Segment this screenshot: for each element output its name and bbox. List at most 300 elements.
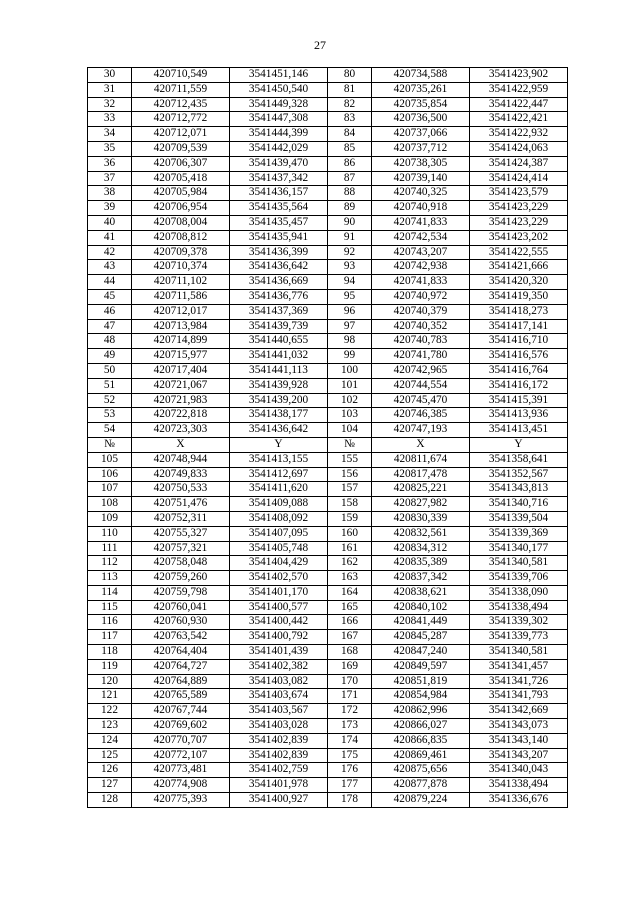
point-number-cell: 82 [328, 97, 372, 112]
x-coordinate-cell: 420740,972 [372, 289, 470, 304]
x-coordinate-cell: 420862,996 [372, 704, 470, 719]
y-coordinate-cell: 3541340,177 [470, 541, 568, 556]
y-coordinate-cell: 3541439,739 [230, 319, 328, 334]
x-coordinate-cell: 420866,027 [372, 719, 470, 734]
x-coordinate-cell: 420738,305 [372, 156, 470, 171]
table-row [88, 156, 568, 171]
y-coordinate-cell: 3541416,172 [470, 378, 568, 393]
y-coordinate-cell: 3541403,567 [230, 704, 328, 719]
x-coordinate-cell: 420711,102 [132, 275, 230, 290]
x-coordinate-cell: 420759,798 [132, 585, 230, 600]
x-coordinate-cell: 420811,674 [372, 452, 470, 467]
table-row [88, 423, 568, 438]
point-number-cell: 109 [88, 511, 132, 526]
y-coordinate-cell: 3541441,113 [230, 363, 328, 378]
y-coordinate-cell: 3541413,936 [470, 408, 568, 423]
y-coordinate-cell: 3541444,399 [230, 127, 328, 142]
x-coordinate-cell: 420712,435 [132, 97, 230, 112]
x-coordinate-cell: 420765,589 [132, 689, 230, 704]
table-row [88, 689, 568, 704]
x-coordinate-cell: 420759,260 [132, 571, 230, 586]
header-row [88, 437, 568, 452]
x-coordinate-cell: 420845,287 [372, 630, 470, 645]
y-coordinate-cell: 3541422,555 [470, 245, 568, 260]
x-coordinate-cell: 420838,621 [372, 585, 470, 600]
point-number-cell: 53 [88, 408, 132, 423]
x-coordinate-cell: 420741,780 [372, 349, 470, 364]
x-coordinate-cell: 420742,965 [372, 363, 470, 378]
y-coordinate-cell: 3541418,273 [470, 304, 568, 319]
y-coordinate-cell: 3541400,577 [230, 600, 328, 615]
y-coordinate-cell: 3541423,579 [470, 186, 568, 201]
point-number-cell: 94 [328, 275, 372, 290]
y-coordinate-cell: 3541413,155 [230, 452, 328, 467]
point-number-cell: 172 [328, 704, 372, 719]
point-number-cell: 34 [88, 127, 132, 142]
point-number-cell: 54 [88, 423, 132, 438]
y-coordinate-cell: 3541420,320 [470, 275, 568, 290]
x-coordinate-cell: 420710,374 [132, 260, 230, 275]
x-coordinate-cell: 420741,833 [372, 215, 470, 230]
table-row [88, 171, 568, 186]
table-row [88, 304, 568, 319]
x-coordinate-cell: 420711,559 [132, 82, 230, 97]
table-row [88, 615, 568, 630]
x-coordinate-cell: 420764,404 [132, 645, 230, 660]
point-number-cell: 121 [88, 689, 132, 704]
table-row [88, 408, 568, 423]
x-coordinate-cell: 420866,835 [372, 733, 470, 748]
x-coordinate-cell: 420708,812 [132, 230, 230, 245]
x-coordinate-cell: 420734,588 [372, 68, 470, 83]
x-coordinate-cell: 420711,586 [132, 289, 230, 304]
table-row [88, 645, 568, 660]
y-coordinate-cell: 3541339,773 [470, 630, 568, 645]
y-coordinate-cell: 3541436,669 [230, 275, 328, 290]
x-coordinate-cell: 420772,107 [132, 748, 230, 763]
x-coordinate-cell: 420748,944 [132, 452, 230, 467]
y-coordinate-cell: 3541423,229 [470, 201, 568, 216]
y-coordinate-cell: 3541438,177 [230, 408, 328, 423]
header-y-coordinate-cell: Y [230, 437, 328, 452]
x-coordinate-cell: 420749,833 [132, 467, 230, 482]
y-coordinate-cell: 3541402,839 [230, 748, 328, 763]
y-coordinate-cell: 3541340,043 [470, 763, 568, 778]
y-coordinate-cell: 3541436,776 [230, 289, 328, 304]
point-number-cell: 162 [328, 556, 372, 571]
x-coordinate-cell: 420737,712 [372, 141, 470, 156]
x-coordinate-cell: 420721,067 [132, 378, 230, 393]
y-coordinate-cell: 3541342,669 [470, 704, 568, 719]
y-coordinate-cell: 3541343,813 [470, 482, 568, 497]
y-coordinate-cell: 3541435,941 [230, 230, 328, 245]
point-number-cell: 40 [88, 215, 132, 230]
table-row [88, 511, 568, 526]
x-coordinate-cell: 420755,327 [132, 526, 230, 541]
table-row [88, 275, 568, 290]
y-coordinate-cell: 3541447,308 [230, 112, 328, 127]
x-coordinate-cell: 420744,554 [372, 378, 470, 393]
x-coordinate-cell: 420837,342 [372, 571, 470, 586]
table-row [88, 763, 568, 778]
point-number-cell: 48 [88, 334, 132, 349]
table-row [88, 245, 568, 260]
x-coordinate-cell: 420869,461 [372, 748, 470, 763]
y-coordinate-cell: 3541442,029 [230, 141, 328, 156]
y-coordinate-cell: 3541417,141 [470, 319, 568, 334]
point-number-cell: 50 [88, 363, 132, 378]
x-coordinate-cell: 420747,193 [372, 423, 470, 438]
x-coordinate-cell: 420712,017 [132, 304, 230, 319]
point-number-cell: 88 [328, 186, 372, 201]
x-coordinate-cell: 420743,207 [372, 245, 470, 260]
table-row [88, 704, 568, 719]
point-number-cell: 108 [88, 497, 132, 512]
x-coordinate-cell: 420736,500 [372, 112, 470, 127]
x-coordinate-cell: 420775,393 [132, 793, 230, 808]
x-coordinate-cell: 420773,481 [132, 763, 230, 778]
y-coordinate-cell: 3541439,928 [230, 378, 328, 393]
x-coordinate-cell: 420741,833 [372, 275, 470, 290]
point-number-cell: 171 [328, 689, 372, 704]
x-coordinate-cell: 420758,048 [132, 556, 230, 571]
x-coordinate-cell: 420770,707 [132, 733, 230, 748]
y-coordinate-cell: 3541403,082 [230, 674, 328, 689]
y-coordinate-cell: 3541416,764 [470, 363, 568, 378]
y-coordinate-cell: 3541424,414 [470, 171, 568, 186]
point-number-cell: 41 [88, 230, 132, 245]
point-number-cell: 89 [328, 201, 372, 216]
point-number-cell: 111 [88, 541, 132, 556]
y-coordinate-cell: 3541435,457 [230, 215, 328, 230]
y-coordinate-cell: 3541404,429 [230, 556, 328, 571]
x-coordinate-cell: 420717,404 [132, 363, 230, 378]
x-coordinate-cell: 420760,930 [132, 615, 230, 630]
point-number-cell: 119 [88, 659, 132, 674]
point-number-cell: 113 [88, 571, 132, 586]
point-number-cell: 100 [328, 363, 372, 378]
y-coordinate-cell: 3541436,642 [230, 423, 328, 438]
table-row [88, 112, 568, 127]
point-number-cell: 110 [88, 526, 132, 541]
point-number-cell: 44 [88, 275, 132, 290]
y-coordinate-cell: 3541340,581 [470, 645, 568, 660]
x-coordinate-cell: 420827,982 [372, 497, 470, 512]
point-number-cell: 33 [88, 112, 132, 127]
table-row [88, 571, 568, 586]
point-number-cell: 177 [328, 778, 372, 793]
point-number-cell: 93 [328, 260, 372, 275]
table-row [88, 600, 568, 615]
x-coordinate-cell: 420750,533 [132, 482, 230, 497]
y-coordinate-cell: 3541415,391 [470, 393, 568, 408]
y-coordinate-cell: 3541405,748 [230, 541, 328, 556]
x-coordinate-cell: 420739,140 [372, 171, 470, 186]
table-row [88, 674, 568, 689]
y-coordinate-cell: 3541338,090 [470, 585, 568, 600]
point-number-cell: 43 [88, 260, 132, 275]
table-row [88, 260, 568, 275]
x-coordinate-cell: 420722,818 [132, 408, 230, 423]
table-row [88, 793, 568, 808]
table-row [88, 127, 568, 142]
point-number-cell: 155 [328, 452, 372, 467]
x-coordinate-cell: 420757,321 [132, 541, 230, 556]
point-number-cell: 164 [328, 585, 372, 600]
y-coordinate-cell: 3541409,088 [230, 497, 328, 512]
y-coordinate-cell: 3541341,726 [470, 674, 568, 689]
y-coordinate-cell: 3541343,140 [470, 733, 568, 748]
y-coordinate-cell: 3541407,095 [230, 526, 328, 541]
x-coordinate-cell: 420706,954 [132, 201, 230, 216]
x-coordinate-cell: 420763,542 [132, 630, 230, 645]
y-coordinate-cell: 3541450,540 [230, 82, 328, 97]
table-row [88, 659, 568, 674]
x-coordinate-cell: 420709,378 [132, 245, 230, 260]
x-coordinate-cell: 420721,983 [132, 393, 230, 408]
table-row [88, 68, 568, 83]
y-coordinate-cell: 3541402,759 [230, 763, 328, 778]
point-number-cell: 81 [328, 82, 372, 97]
x-coordinate-cell: 420740,918 [372, 201, 470, 216]
point-number-cell: 98 [328, 334, 372, 349]
point-number-cell: 87 [328, 171, 372, 186]
header-point-number-cell: № [328, 437, 372, 452]
point-number-cell: 125 [88, 748, 132, 763]
x-coordinate-cell: 420832,561 [372, 526, 470, 541]
x-coordinate-cell: 420849,597 [372, 659, 470, 674]
y-coordinate-cell: 3541343,207 [470, 748, 568, 763]
point-number-cell: 102 [328, 393, 372, 408]
point-number-cell: 30 [88, 68, 132, 83]
point-number-cell: 122 [88, 704, 132, 719]
table-row [88, 230, 568, 245]
y-coordinate-cell: 3541343,073 [470, 719, 568, 734]
x-coordinate-cell: 420737,066 [372, 127, 470, 142]
x-coordinate-cell: 420723,303 [132, 423, 230, 438]
point-number-cell: 107 [88, 482, 132, 497]
point-number-cell: 114 [88, 585, 132, 600]
x-coordinate-cell: 420851,819 [372, 674, 470, 689]
point-number-cell: 156 [328, 467, 372, 482]
y-coordinate-cell: 3541436,642 [230, 260, 328, 275]
y-coordinate-cell: 3541413,451 [470, 423, 568, 438]
point-number-cell: 124 [88, 733, 132, 748]
x-coordinate-cell: 420705,984 [132, 186, 230, 201]
y-coordinate-cell: 3541424,063 [470, 141, 568, 156]
x-coordinate-cell: 420764,727 [132, 659, 230, 674]
point-number-cell: 92 [328, 245, 372, 260]
table-row [88, 349, 568, 364]
header-y-coordinate-cell: Y [470, 437, 568, 452]
y-coordinate-cell: 3541402,839 [230, 733, 328, 748]
table-row [88, 97, 568, 112]
table-row [88, 467, 568, 482]
point-number-cell: 39 [88, 201, 132, 216]
point-number-cell: 127 [88, 778, 132, 793]
y-coordinate-cell: 3541400,442 [230, 615, 328, 630]
y-coordinate-cell: 3541423,902 [470, 68, 568, 83]
point-number-cell: 103 [328, 408, 372, 423]
x-coordinate-cell: 420830,339 [372, 511, 470, 526]
point-number-cell: 80 [328, 68, 372, 83]
y-coordinate-cell: 3541416,710 [470, 334, 568, 349]
y-coordinate-cell: 3541436,399 [230, 245, 328, 260]
point-number-cell: 99 [328, 349, 372, 364]
point-number-cell: 120 [88, 674, 132, 689]
y-coordinate-cell: 3541336,676 [470, 793, 568, 808]
point-number-cell: 49 [88, 349, 132, 364]
point-number-cell: 115 [88, 600, 132, 615]
x-coordinate-cell: 420740,783 [372, 334, 470, 349]
point-number-cell: 101 [328, 378, 372, 393]
y-coordinate-cell: 3541437,369 [230, 304, 328, 319]
x-coordinate-cell: 420745,470 [372, 393, 470, 408]
table-row [88, 452, 568, 467]
table-row [88, 526, 568, 541]
point-number-cell: 160 [328, 526, 372, 541]
y-coordinate-cell: 3541358,641 [470, 452, 568, 467]
point-number-cell: 52 [88, 393, 132, 408]
point-number-cell: 117 [88, 630, 132, 645]
y-coordinate-cell: 3541422,421 [470, 112, 568, 127]
point-number-cell: 173 [328, 719, 372, 734]
y-coordinate-cell: 3541403,028 [230, 719, 328, 734]
point-number-cell: 165 [328, 600, 372, 615]
y-coordinate-cell: 3541451,146 [230, 68, 328, 83]
y-coordinate-cell: 3541439,200 [230, 393, 328, 408]
y-coordinate-cell: 3541437,342 [230, 171, 328, 186]
point-number-cell: 118 [88, 645, 132, 660]
x-coordinate-cell: 420735,854 [372, 97, 470, 112]
y-coordinate-cell: 3541421,666 [470, 260, 568, 275]
point-number-cell: 158 [328, 497, 372, 512]
y-coordinate-cell: 3541341,457 [470, 659, 568, 674]
x-coordinate-cell: 420760,041 [132, 600, 230, 615]
table-row [88, 733, 568, 748]
header-point-number-cell: № [88, 437, 132, 452]
point-number-cell: 31 [88, 82, 132, 97]
point-number-cell: 174 [328, 733, 372, 748]
x-coordinate-cell: 420841,449 [372, 615, 470, 630]
point-number-cell: 35 [88, 141, 132, 156]
y-coordinate-cell: 3541423,229 [470, 215, 568, 230]
x-coordinate-cell: 420742,534 [372, 230, 470, 245]
y-coordinate-cell: 3541422,447 [470, 97, 568, 112]
table-row [88, 289, 568, 304]
x-coordinate-cell: 420706,307 [132, 156, 230, 171]
y-coordinate-cell: 3541400,927 [230, 793, 328, 808]
y-coordinate-cell: 3541401,439 [230, 645, 328, 660]
x-coordinate-cell: 420713,984 [132, 319, 230, 334]
point-number-cell: 96 [328, 304, 372, 319]
y-coordinate-cell: 3541411,620 [230, 482, 328, 497]
y-coordinate-cell: 3541339,706 [470, 571, 568, 586]
table-row [88, 541, 568, 556]
y-coordinate-cell: 3541340,716 [470, 497, 568, 512]
x-coordinate-cell: 420705,418 [132, 171, 230, 186]
table-row [88, 319, 568, 334]
point-number-cell: 46 [88, 304, 132, 319]
x-coordinate-cell: 420752,311 [132, 511, 230, 526]
point-number-cell: 159 [328, 511, 372, 526]
point-number-cell: 84 [328, 127, 372, 142]
y-coordinate-cell: 3541422,932 [470, 127, 568, 142]
x-coordinate-cell: 420774,908 [132, 778, 230, 793]
x-coordinate-cell: 420746,385 [372, 408, 470, 423]
y-coordinate-cell: 3541416,576 [470, 349, 568, 364]
x-coordinate-cell: 420834,312 [372, 541, 470, 556]
table-row [88, 482, 568, 497]
y-coordinate-cell: 3541440,655 [230, 334, 328, 349]
point-number-cell: 128 [88, 793, 132, 808]
point-number-cell: 45 [88, 289, 132, 304]
x-coordinate-cell: 420740,352 [372, 319, 470, 334]
point-number-cell: 38 [88, 186, 132, 201]
y-coordinate-cell: 3541402,570 [230, 571, 328, 586]
x-coordinate-cell: 420854,984 [372, 689, 470, 704]
table-row [88, 497, 568, 512]
x-coordinate-cell: 420714,899 [132, 334, 230, 349]
x-coordinate-cell: 420764,889 [132, 674, 230, 689]
x-coordinate-cell: 420751,476 [132, 497, 230, 512]
point-number-cell: 170 [328, 674, 372, 689]
y-coordinate-cell: 3541441,032 [230, 349, 328, 364]
x-coordinate-cell: 420740,325 [372, 186, 470, 201]
x-coordinate-cell: 420735,261 [372, 82, 470, 97]
point-number-cell: 175 [328, 748, 372, 763]
point-number-cell: 32 [88, 97, 132, 112]
point-number-cell: 126 [88, 763, 132, 778]
x-coordinate-cell: 420740,379 [372, 304, 470, 319]
point-number-cell: 36 [88, 156, 132, 171]
header-x-coordinate-cell: X [132, 437, 230, 452]
point-number-cell: 169 [328, 659, 372, 674]
point-number-cell: 47 [88, 319, 132, 334]
point-number-cell: 86 [328, 156, 372, 171]
y-coordinate-cell: 3541403,674 [230, 689, 328, 704]
y-coordinate-cell: 3541400,792 [230, 630, 328, 645]
table-row [88, 778, 568, 793]
table-row [88, 215, 568, 230]
y-coordinate-cell: 3541339,369 [470, 526, 568, 541]
y-coordinate-cell: 3541352,567 [470, 467, 568, 482]
y-coordinate-cell: 3541340,581 [470, 556, 568, 571]
point-number-cell: 42 [88, 245, 132, 260]
point-number-cell: 157 [328, 482, 372, 497]
x-coordinate-cell: 420879,224 [372, 793, 470, 808]
table-row [88, 186, 568, 201]
y-coordinate-cell: 3541419,350 [470, 289, 568, 304]
x-coordinate-cell: 420708,004 [132, 215, 230, 230]
header-x-coordinate-cell: X [372, 437, 470, 452]
x-coordinate-cell: 420877,878 [372, 778, 470, 793]
y-coordinate-cell: 3541412,697 [230, 467, 328, 482]
y-coordinate-cell: 3541339,302 [470, 615, 568, 630]
table-row [88, 748, 568, 763]
point-number-cell: 116 [88, 615, 132, 630]
y-coordinate-cell: 3541435,564 [230, 201, 328, 216]
point-number-cell: 83 [328, 112, 372, 127]
y-coordinate-cell: 3541436,157 [230, 186, 328, 201]
point-number-cell: 106 [88, 467, 132, 482]
x-coordinate-cell: 420825,221 [372, 482, 470, 497]
point-number-cell: 168 [328, 645, 372, 660]
table-row [88, 630, 568, 645]
point-number-cell: 51 [88, 378, 132, 393]
x-coordinate-cell: 420835,389 [372, 556, 470, 571]
y-coordinate-cell: 3541408,092 [230, 511, 328, 526]
